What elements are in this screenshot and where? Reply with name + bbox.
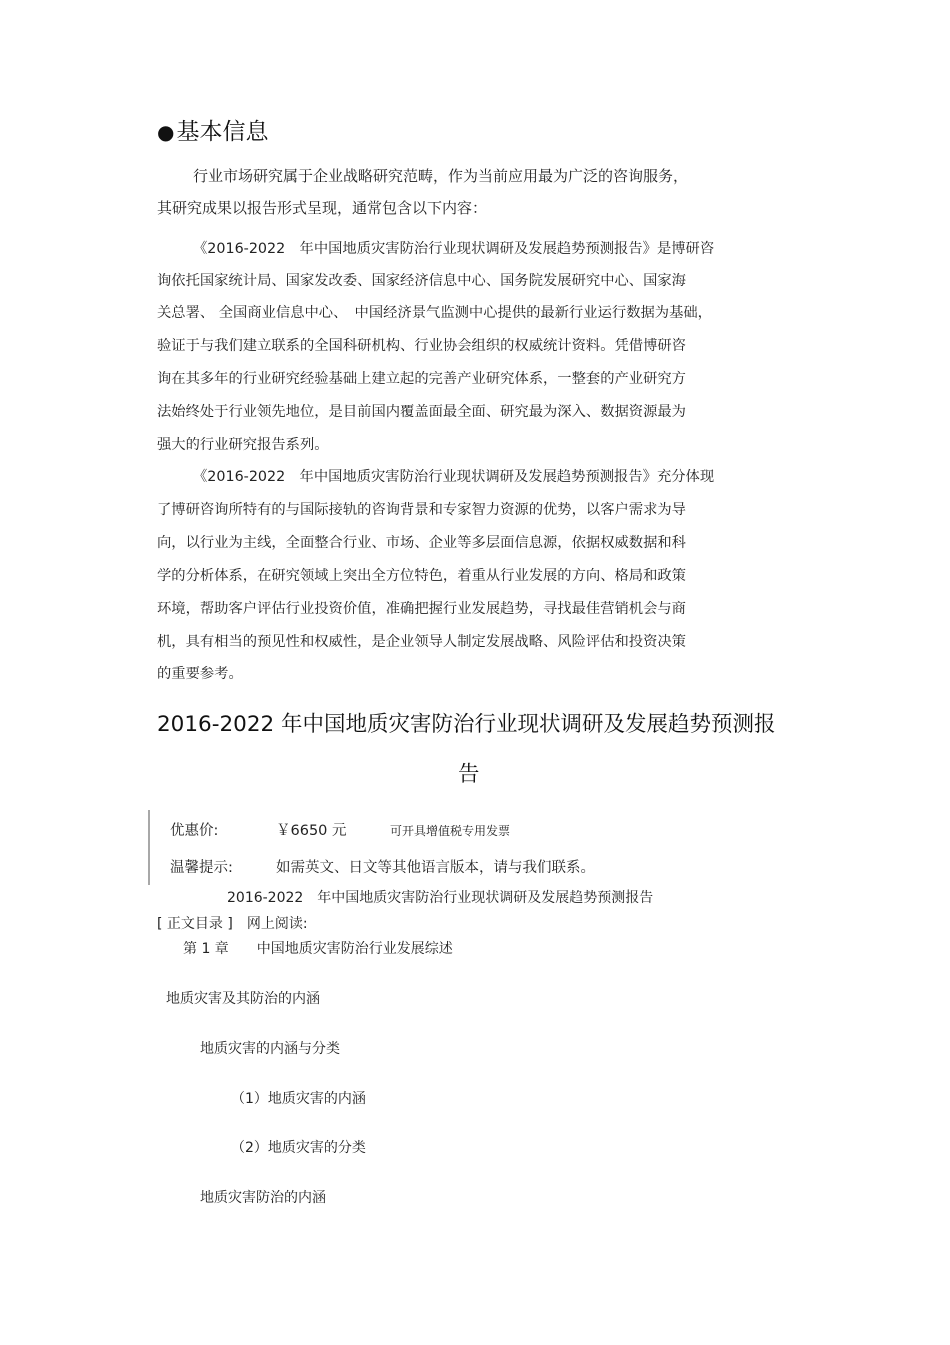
paragraph2-line: 向，以行业为主线，全面整合行业、市场、企业等多层面信息源，依据权威数据和科 — [157, 535, 686, 551]
toc-header[interactable]: [ 正文目录 ] 网上阅读: — [157, 916, 308, 932]
paragraph1-line: 强大的行业研究报告系列。 — [157, 437, 329, 453]
intro-line-1: 行业市场研究属于企业战略研究范畴，作为当前应用最为广泛的咨询服务， — [193, 167, 689, 185]
price-label: 优惠价: — [170, 823, 219, 839]
bullet-icon: ● — [157, 120, 175, 144]
tip-label: 温馨提示: — [170, 860, 233, 876]
report-title: 2016-2022 年中国地质灾害防治行业现状调研及发展趋势预测报 — [157, 712, 776, 737]
toc-report-name: 2016-2022 年中国地质灾害防治行业现状调研及发展趋势预测报告 — [227, 890, 654, 906]
toc-item[interactable]: 地质灾害及其防治的内涵 — [166, 991, 320, 1007]
invoice-note: 可开具增值税专用发票 — [390, 824, 511, 838]
toc-item[interactable]: 地质灾害的内涵与分类 — [200, 1041, 340, 1057]
toc-item[interactable]: 地质灾害防治的内涵 — [200, 1190, 326, 1206]
paragraph1-line: 验证于与我们建立联系的全国科研机构、行业协会组织的权威统计资料。凭借博研咨 — [157, 338, 686, 354]
intro-line-2: 其研究成果以报告形式呈现，通常包含以下内容： — [157, 199, 488, 217]
toc-item[interactable]: （2）地质灾害的分类 — [231, 1140, 366, 1156]
paragraph1-line: 法始终处于行业领先地位，是目前国内覆盖面最全面、研究最为深入、数据资源最为 — [157, 404, 686, 420]
paragraph2-line: 《2016-2022 年中国地质灾害防治行业现状调研及发展趋势预测报告》充分体现 — [193, 469, 715, 485]
toc-chapter[interactable]: 第 1 章 中国地质灾害防治行业发展综述 — [183, 941, 453, 957]
section-heading-text: 基本信息 — [176, 119, 269, 145]
paragraph1-line: 《2016-2022 年中国地质灾害防治行业现状调研及发展趋势预测报告》是博研咨 — [193, 241, 715, 257]
tip-value: 如需英文、日文等其他语言版本，请与我们联系。 — [276, 860, 595, 876]
pricing-accent-bar — [148, 810, 150, 885]
paragraph2-line: 学的分析体系，在研究领域上突出全方位特色，着重从行业发展的方向、格局和政策 — [157, 568, 686, 584]
paragraph2-line: 了博研咨询所特有的与国际接轨的咨询背景和专家智力资源的优势，以客户需求为导 — [157, 502, 686, 518]
report-title-continuation: 告 — [458, 762, 480, 787]
paragraph2-line: 环境，帮助客户评估行业投资价值，准确把握行业发展趋势，寻找最佳营销机会与商 — [157, 601, 686, 617]
price-value: ￥6650 元 — [276, 823, 347, 839]
paragraph2-line: 机，具有相当的预见性和权威性，是企业领导人制定发展战略、风险评估和投资决策 — [157, 634, 686, 650]
paragraph1-line: 询在其多年的行业研究经验基础上建立起的完善产业研究体系，一整套的产业研究方 — [157, 371, 686, 387]
section-heading — [157, 117, 268, 147]
paragraph1-line: 询依托国家统计局、国家发改委、国家经济信息中心、国务院发展研究中心、国家海 — [157, 273, 686, 289]
paragraph2-line: 的重要参考。 — [157, 666, 243, 682]
toc-item[interactable]: （1）地质灾害的内涵 — [231, 1091, 366, 1107]
paragraph1-line: 关总署、 全国商业信息中心、 中国经济景气监测中心提供的最新行业运行数据为基础， — [157, 305, 712, 321]
